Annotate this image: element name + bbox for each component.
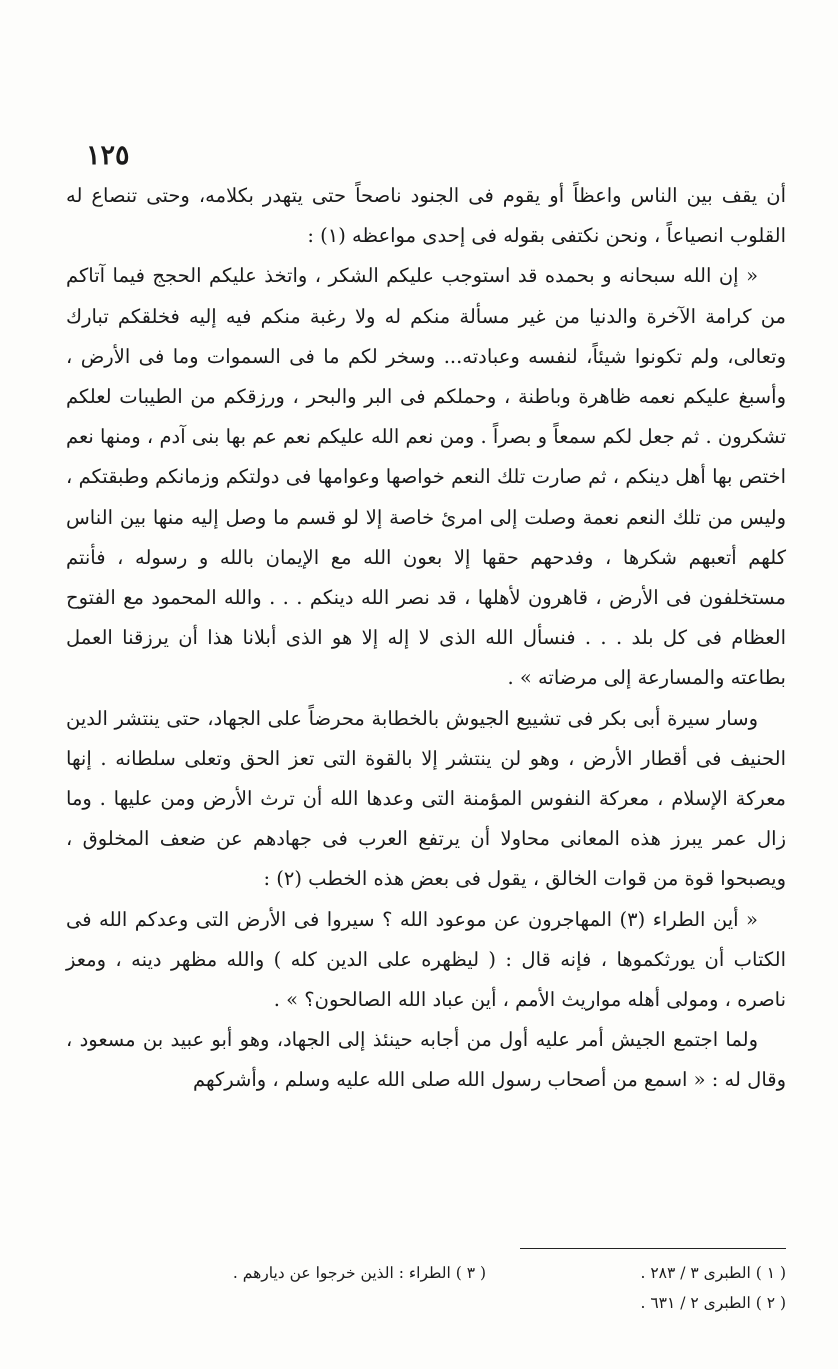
main-text xyxy=(66,176,786,1101)
footnote-divider xyxy=(520,1248,786,1249)
footnote-1: ( ١ ) الطبرى ٣ / ٢٨٣ . xyxy=(640,1264,786,1282)
footnote-3: ( ٣ ) الطراء : الذين خرجوا عن ديارهم . xyxy=(232,1264,486,1282)
paragraph-intro: أن يقف بين الناس واعظاً أو يقوم فى الجنود ناصحاً حتى يتهدر بكلامه، وحتى تنصاع له القلوب انصياعاً ، ونحن نكتفى بقوله فى إحدى مواعظه (١) : xyxy=(66,184,786,248)
footnote-2: ( ٢ ) الطبرى ٢ / ٦٣١ . xyxy=(640,1294,786,1312)
footnote-row xyxy=(66,1258,786,1288)
paragraph-abu-bakr: وسار سيرة أبى بكر فى تشييع الجيوش بالخطابة محرضاً على الجهاد، حتى ينتشر الدين الحنيف فى أقطار الأرض ، وهو لن ينتشر إلا بالقوة التى تعز الحق وتعلى سلطانه . إنها معركة الإسلام ، معركة النفوس المؤمنة التى وعدها الله أن ترث الأرض ومن عليها . وما زال عمر يبرز هذه المعانى محاولا أن يرتفع العرب فى جهادهم عن ضعف المخلوق ، ويصبحوا قوة من قوات الخالق ، يقول فى بعض هذه الخطب (٢) : xyxy=(66,706,786,891)
footnote-row xyxy=(66,1288,786,1318)
paragraph-sermon-quote: « إن الله سبحانه و بحمده قد استوجب عليكم الشكر ، واتخذ عليكم الحجج فيما آتاكم من كرامة الآخرة والدنيا من غير مسألة منكم له ولا رغبة منكم فيه إليه فخلقكم تبارك وتعالى، ولم تكونوا شيئاً، لنفسه وعبادته... وسخر لكم ما فى السموات وما فى الأرض ، وأسبغ عليكم نعمه ظاهرة وباطنة ، وحملكم فى البر والبحر ، ورزقكم من الطيبات لعلكم تشكرون . ثم جعل لكم سمعاً و بصراً . ومن نعم الله عليكم نعم عم بها بنى آدم ، ومنها نعم اختص بها أهل دينكم ، ثم صارت تلك النعم خواصها وعوامها فى دولتكم وزمانكم وطبقتكم ، وليس من تلك النعم نعمة وصلت إلى امرئ خاصة إلا لو قسم ما وصل إليه منها بين الناس كلهم أتعبهم شكرها ، وفدحهم حقها إلا بعون الله مع الإيمان بالله و رسوله ، فأنتم مستخلفون فى الأرض ، قاهرون لأهلها ، قد نصر الله دينكم . . . والله المحمود مع الفتوح العظام فى كل بلد . . . فنسأل الله الذى لا إله إلا هو الذى أبلانا هذا أن يرزقنا العمل بطاعته والمسارعة إلى مرضاته » . xyxy=(66,264,786,690)
page-number: ١٢٥ xyxy=(86,140,130,171)
footnotes xyxy=(66,1258,786,1318)
paragraph-army: ولما اجتمع الجيش أمر عليه أول من أجابه حينئذ إلى الجهاد، وهو أبو عبيد بن مسعود ، وقال له : « اسمع من أصحاب رسول الله صلى الله عليه وسلم ، وأشركهم xyxy=(66,1028,786,1092)
paragraph-tura-quote: « أين الطراء (٣) المهاجرون عن موعود الله ؟ سيروا فى الأرض التى وعدكم الله فى الكتاب أن يورثكموها ، فإنه قال : ( ليظهره على الدين كله ) والله مظهر دينه ، ومعز ناصره ، ومولى أهله مواريث الأمم ، أين عباد الله الصالحون؟ » . xyxy=(66,907,786,1012)
